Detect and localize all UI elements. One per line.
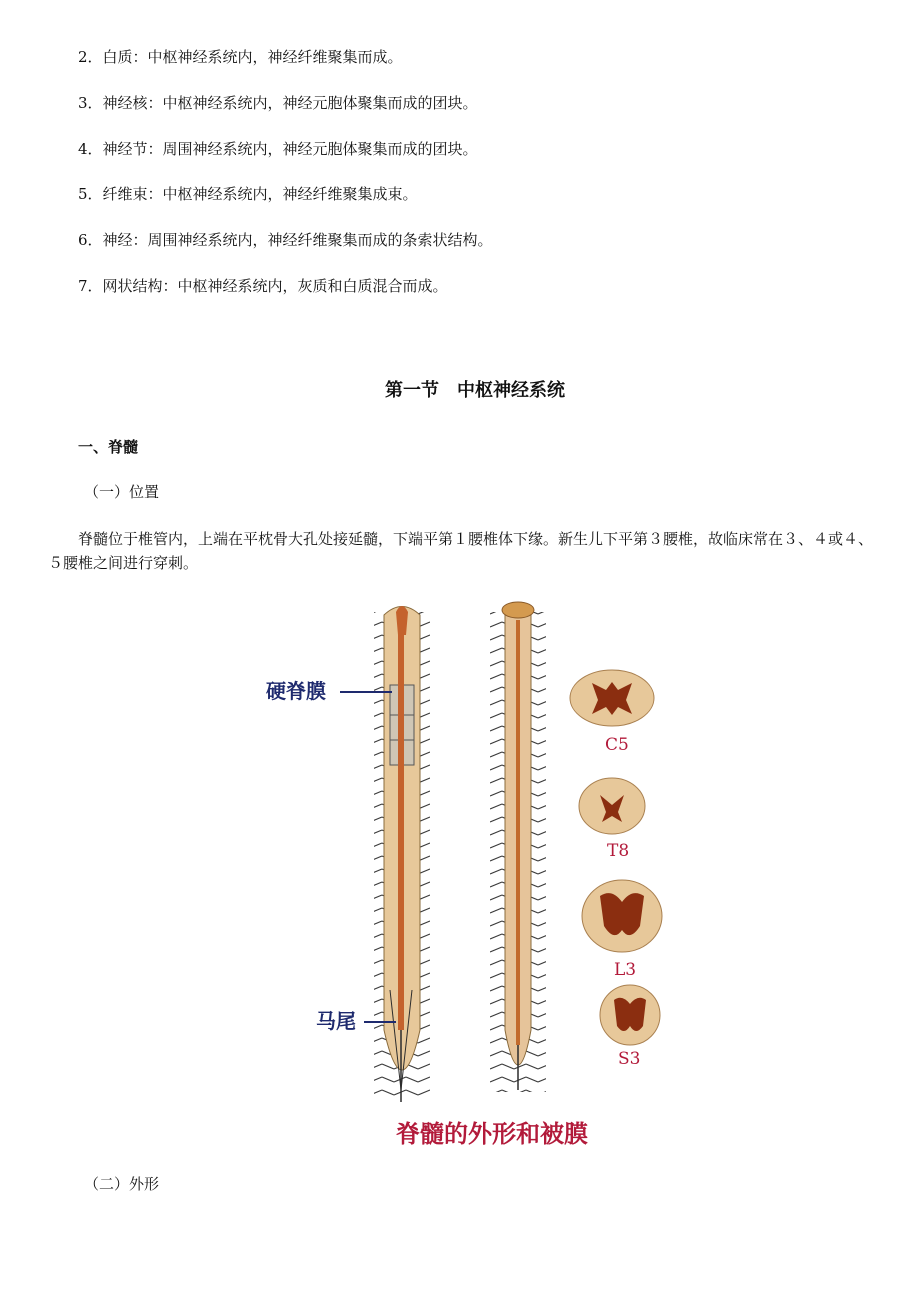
- cross-section-c5: [570, 670, 654, 755]
- section-label: T8: [607, 841, 630, 861]
- label-cauda-equina: 马尾: [316, 1009, 356, 1033]
- list-item: 2．白质：中枢神经系统内，神经纤维聚集而成。: [78, 48, 403, 66]
- list-item: 3．神经核：中枢神经系统内，神经元胞体聚集而成的团块。: [78, 94, 478, 112]
- spinal-cord-with-dura: [374, 606, 430, 1102]
- list-item: 5．纤维束：中枢神经系统内，神经纤维聚集成束。: [78, 185, 418, 203]
- heading-spinal-cord: 一、脊髓: [78, 438, 139, 456]
- spinal-cord-figure: [250, 590, 700, 1150]
- figure-caption: 脊髓的外形和被膜: [396, 1120, 588, 1148]
- list-item: 6．神经：周围神经系统内，神经纤维聚集而成的条索状结构。: [78, 231, 493, 249]
- section-label: L3: [614, 960, 637, 980]
- cross-section-l3: [582, 880, 662, 980]
- cross-section-t8: [579, 778, 645, 861]
- spinal-cord-without-dura: [490, 602, 546, 1092]
- list-item: 7．网状结构：中枢神经系统内，灰质和白质混合而成。: [78, 277, 448, 295]
- section-title: 第一节 中枢神经系统: [385, 380, 565, 401]
- label-dura-mater: 硬脊膜: [266, 679, 326, 703]
- section-label: S3: [618, 1049, 641, 1069]
- cross-section-s3: [600, 985, 660, 1069]
- list-item: 4．神经节：周围神经系统内，神经元胞体聚集而成的团块。: [78, 140, 478, 158]
- spinal-cord-illustration: [250, 590, 700, 1150]
- subheading-shape: （二）外形: [84, 1175, 160, 1193]
- paragraph-position: 脊髓位于椎管内，上端在平枕骨大孔处接延髓，下端平第１腰椎体下缘。新生儿下平第３腰椎，故临床常在３、４或４、５腰椎之间进行穿刺。: [48, 530, 874, 572]
- section-label: C5: [605, 735, 629, 755]
- subheading-position: （一）位置: [84, 483, 160, 501]
